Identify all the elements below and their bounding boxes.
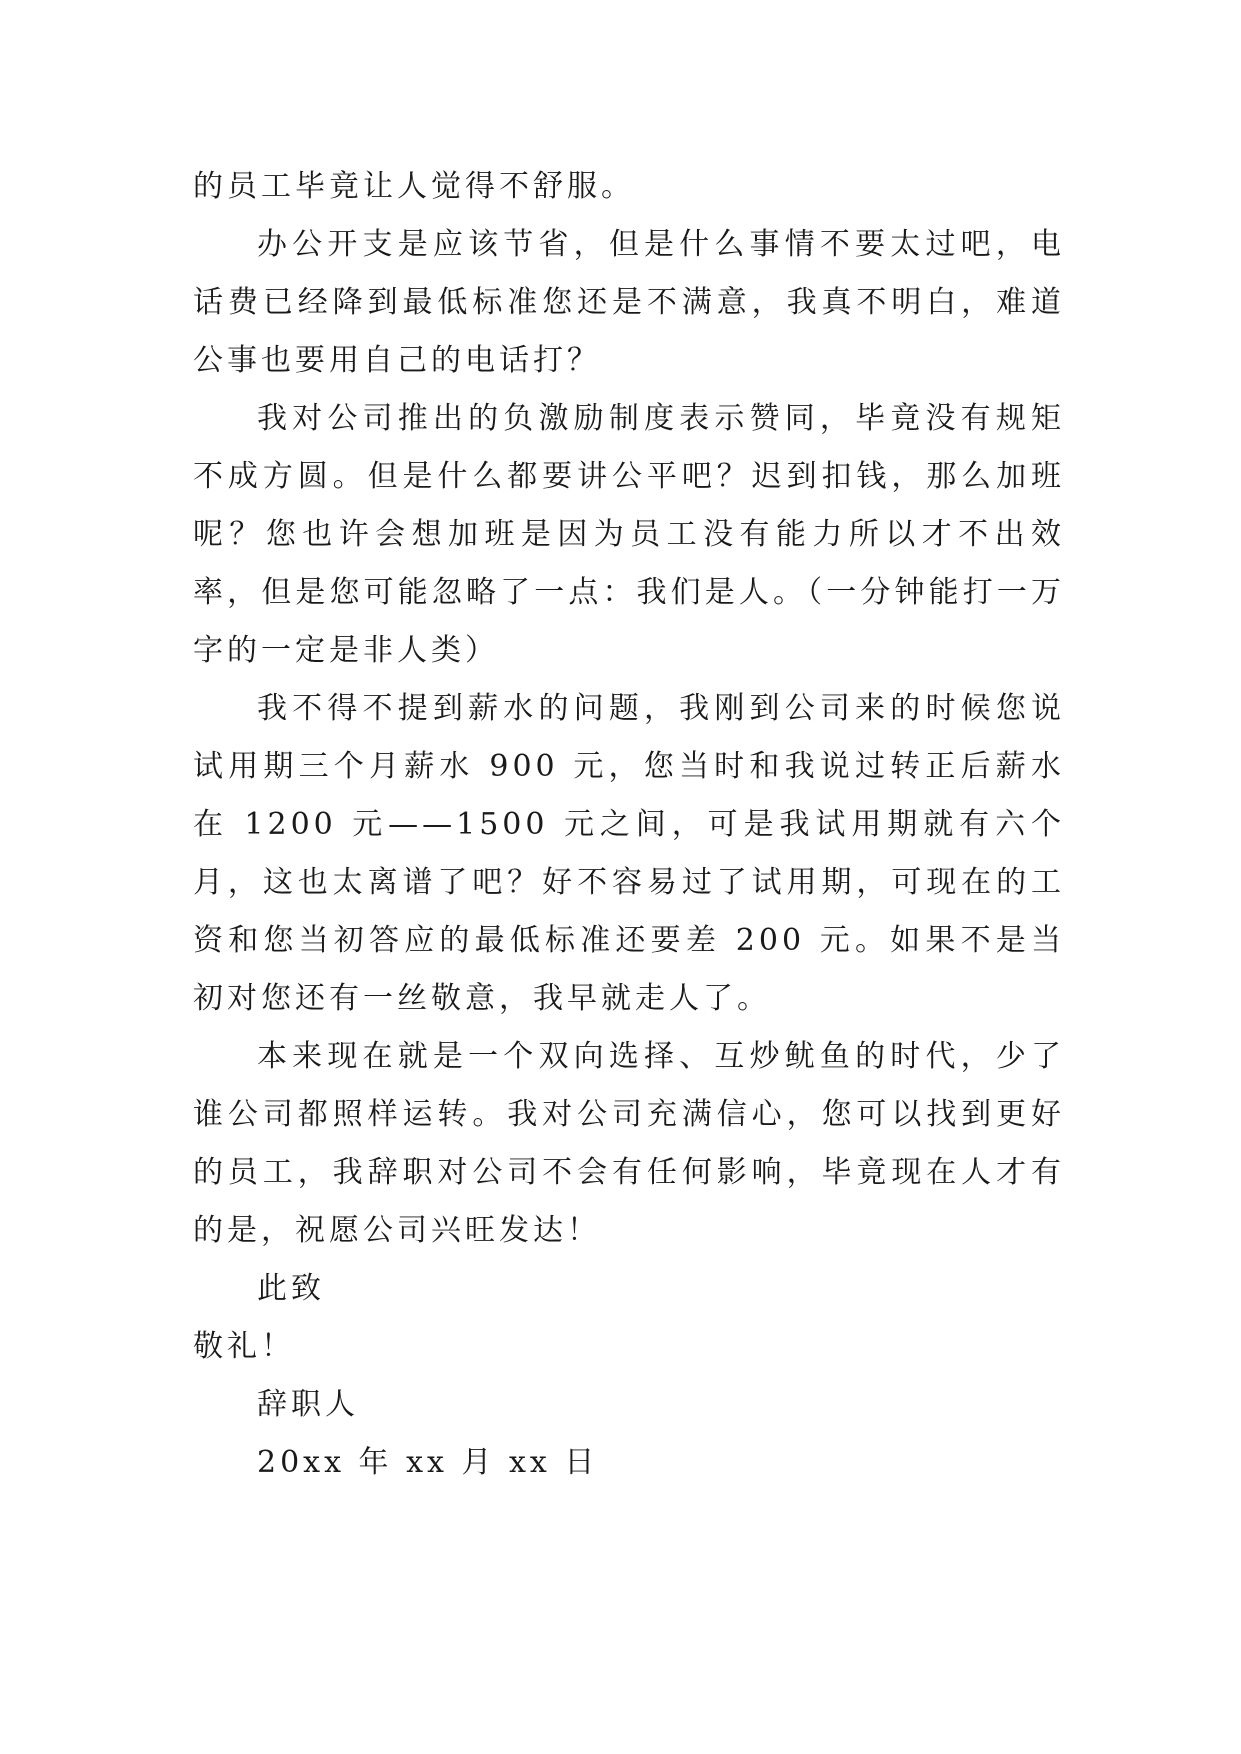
closing-text: 此致: [257, 1271, 325, 1306]
paragraph-salary: 我不得不提到薪水的问题，我刚到公司来的时候您说试用期三个月薪水 900 元，您当时和我说过转正后薪水在 1200 元——1500 元之间，可是我试用期就有六个月，这也太离谱了吧？好不容易过了试用期，可现在的工资和您当初答应的最低标准还要差 200 元。如果不是当初对您还有一丝敬意，我早就走人了。: [193, 691, 1065, 1016]
paragraph-continued: 的员工毕竟让人觉得不舒服。: [193, 169, 635, 204]
paragraph-conclusion: 本来现在就是一个双向选择、互炒鱿鱼的时代，少了谁公司都照样运转。我对公司充满信心，您可以找到更好的员工，我辞职对公司不会有任何影响，毕竟现在人才有的是，祝愿公司兴旺发达！: [193, 1039, 1065, 1248]
signer-label: 辞职人: [257, 1387, 359, 1422]
paragraph-office-expenses: 办公开支是应该节省，但是什么事情不要太过吧，电话费已经降到最低标准您还是不满意，我真不明白，难道公事也要用自己的电话打？: [193, 227, 1065, 378]
paragraph-incentive-system: 我对公司推出的负激励制度表示赞同，毕竟没有规矩不成方圆。但是什么都要讲公平吧？迟到扣钱，那么加班呢？您也许会想加班是因为员工没有能力所以才不出效率，但是您可能忽略了一点：我们是人。（一分钟能打一万字的一定是非人类）: [193, 401, 1065, 668]
letter-body: [193, 158, 1065, 1492]
salute-text: 敬礼！: [193, 1329, 295, 1364]
date-line: 20xx 年 xx 月 xx 日: [257, 1445, 599, 1480]
